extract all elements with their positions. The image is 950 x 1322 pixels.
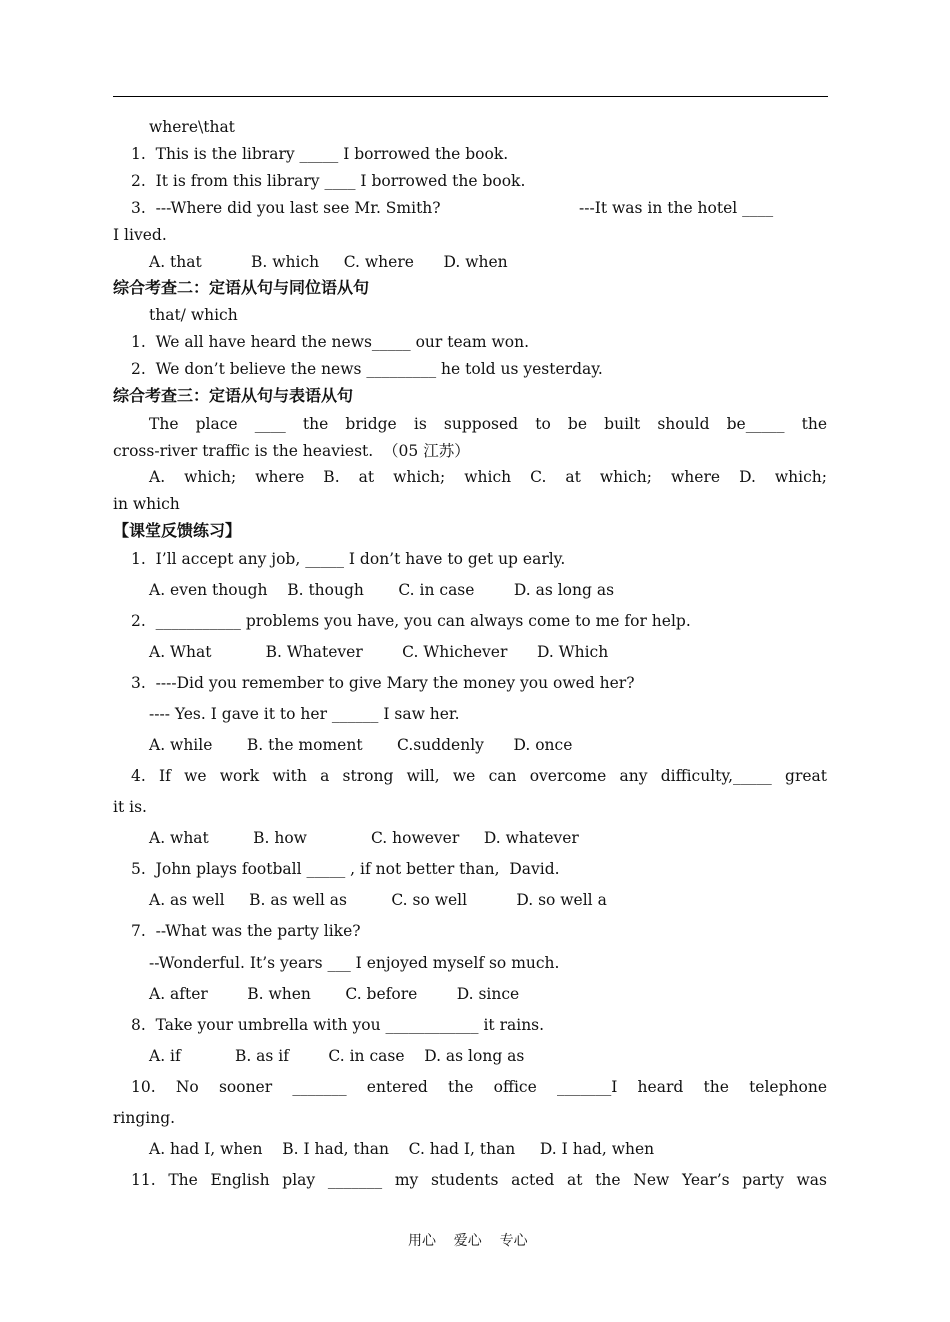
answer-options: A. what B. how C. however D. whatever <box>149 829 579 847</box>
text-line: 2. We don’t believe the news _________ he told us yesterday. <box>131 360 603 378</box>
answer-options: A. had I, when B. I had, than C. had I, than D. I had, when <box>149 1140 655 1158</box>
answer-options: A. that B. which C. where D. when <box>149 253 508 271</box>
section-heading: 【课堂反馈练习】 <box>113 521 242 540</box>
text-line: --Wonderful. It’s years ___ I enjoyed myself so much. <box>149 954 560 972</box>
text-line: 8. Take your umbrella with you ____________ it rains. <box>131 1016 545 1034</box>
section-heading: 综合考查三：定语从句与表语从句 <box>113 386 354 405</box>
text-line: ---It was in the hotel ____ <box>579 199 774 217</box>
text-line: 11. The English play _______ my students acted at the New Year’s party was <box>131 1171 827 1189</box>
text-line: The place ____ the bridge is supposed to be built should be_____ the <box>149 415 827 433</box>
text-line: 10. No sooner _______ entered the office _______I heard the telephone <box>131 1078 827 1096</box>
text-line: where\that <box>149 118 235 136</box>
text-line: it is. <box>113 798 147 816</box>
text-line: 4. If we work with a strong will, we can overcome any difficulty,_____ great <box>131 767 827 785</box>
text-line: in which <box>113 495 180 513</box>
text-line: I lived. <box>113 226 167 244</box>
text-line: that/ which <box>149 306 238 324</box>
text-line: 1. We all have heard the news_____ our team won. <box>131 333 530 351</box>
text-line: 5. John plays football _____ , if not better than, David. <box>131 860 560 878</box>
section-heading: 综合考查二：定语从句与同位语从句 <box>113 278 370 297</box>
answer-options: A. as well B. as well as C. so well D. so well a <box>149 891 607 909</box>
answer-options: A. if B. as if C. in case D. as long as <box>149 1047 525 1065</box>
answer-options: A. after B. when C. before D. since <box>149 985 520 1003</box>
text-line: 7. --What was the party like? <box>131 922 361 940</box>
answer-options: A. What B. Whatever C. Whichever D. Which <box>149 643 609 661</box>
answer-options: A. even though B. though C. in case D. as long as <box>149 581 615 599</box>
answer-options: A. which; where B. at which; which C. at which; where D. which; <box>149 468 827 486</box>
answer-options: A. while B. the moment C.suddenly D. once <box>149 736 573 754</box>
text-line: 3. ---Where did you last see Mr. Smith? <box>131 199 441 217</box>
text-line: cross-river traffic is the heaviest. （05 江苏） <box>113 442 470 460</box>
text-line: 2. It is from this library ____ I borrowed the book. <box>131 172 526 190</box>
text-line: 3. ----Did you remember to give Mary the money you owed her? <box>131 674 635 692</box>
page-footer: 用心 爱心 专心 <box>408 1233 528 1249</box>
text-line: ringing. <box>113 1109 176 1127</box>
text-line: 1. This is the library _____ I borrowed the book. <box>131 145 509 163</box>
header-rule <box>113 96 828 97</box>
text-line: 1. I’ll accept any job, _____ I don’t have to get up early. <box>131 550 566 568</box>
text-line: ---- Yes. I gave it to her ______ I saw her. <box>149 705 460 723</box>
text-line: 2. ___________ problems you have, you can always come to me for help. <box>131 612 691 630</box>
